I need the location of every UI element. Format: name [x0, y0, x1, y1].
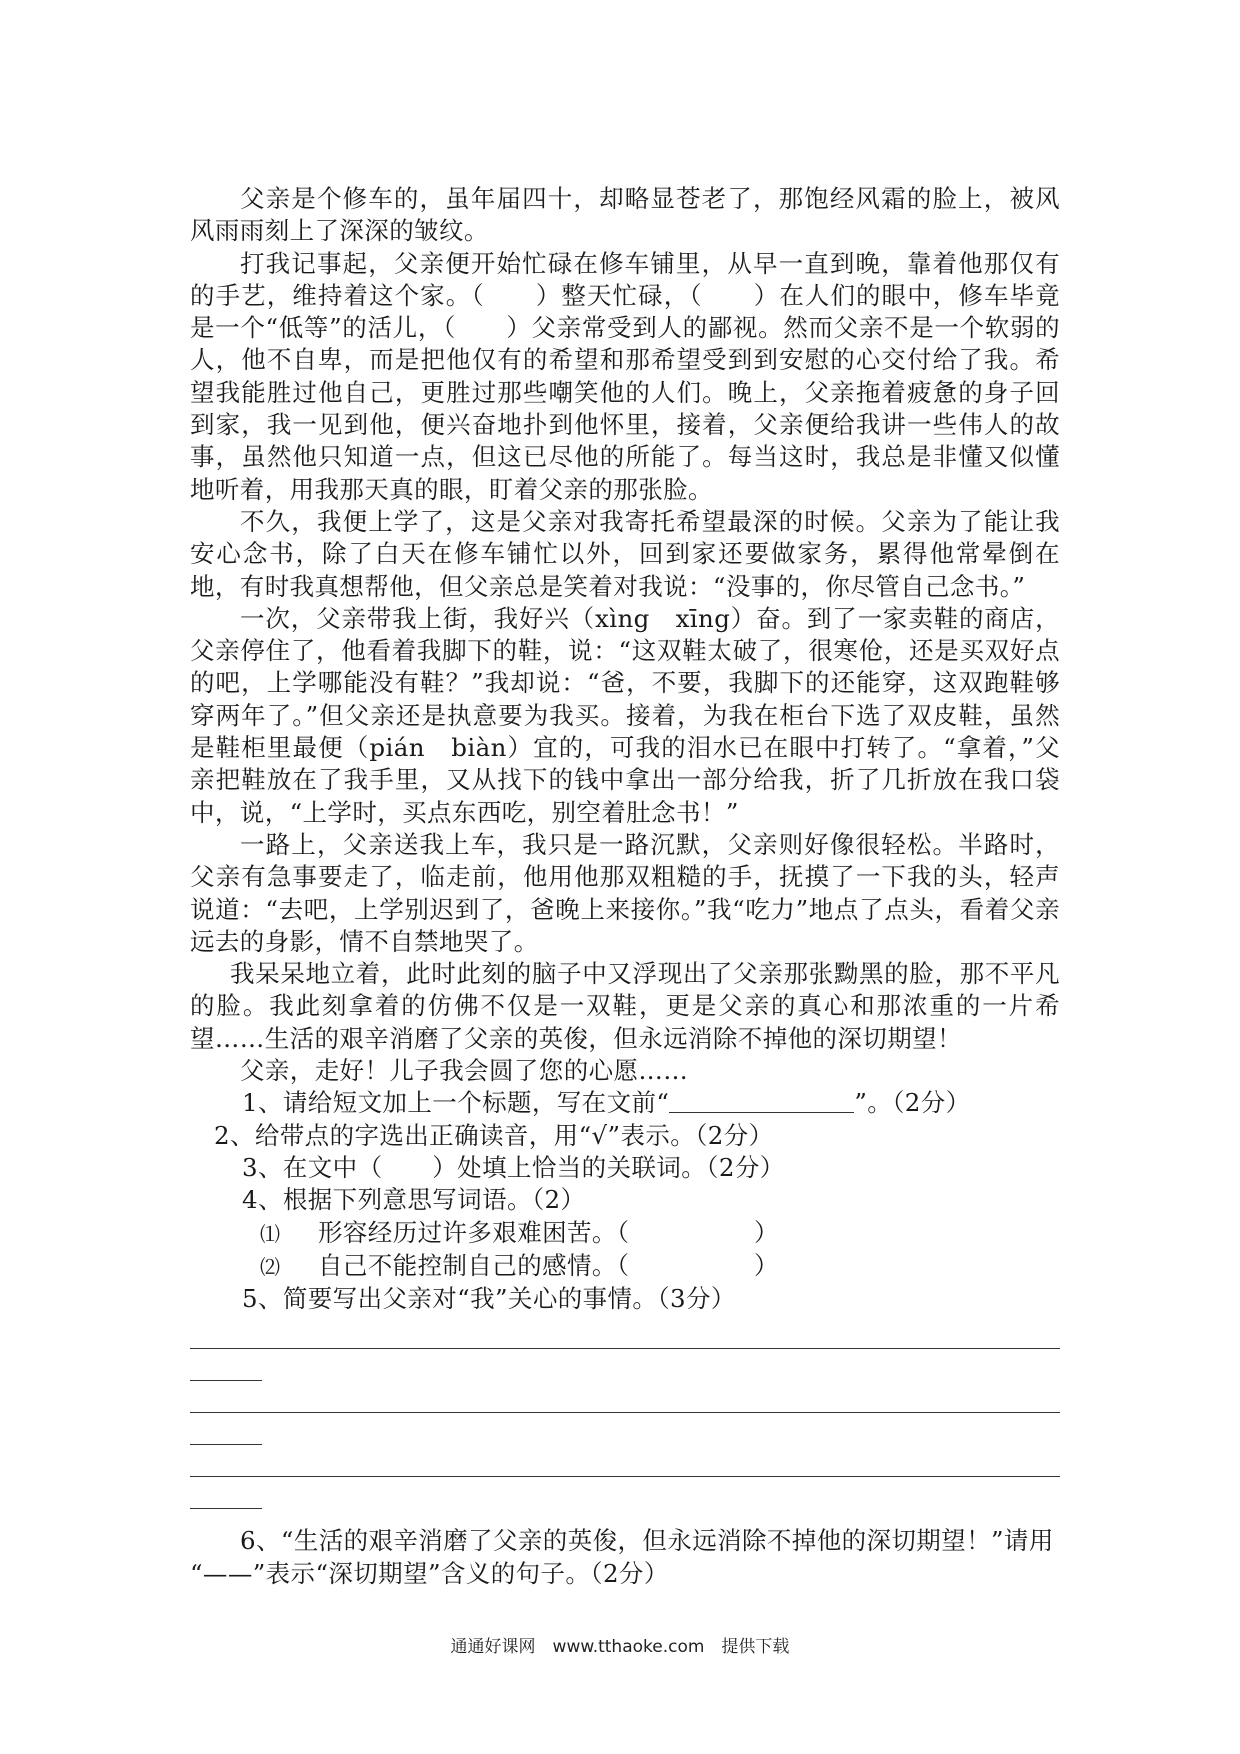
question-5: 5、简要写出父亲对“我”关心的事情。（3分）	[242, 1284, 736, 1314]
question-4-item-1	[190, 1217, 1060, 1250]
question-2: 2、给带点的字选出正确读音，用“√”表示。（2分）	[214, 1120, 774, 1150]
answer-line[interactable]	[190, 1327, 1060, 1359]
item-number: ⑴	[260, 1221, 281, 1246]
question-6-cont: “——”表示“深切期望”含义的句子。（2分）	[190, 1558, 669, 1588]
passage-content	[190, 183, 1060, 1590]
paragraph-2: 打我记事起，父亲便开始忙碌在修车铺里，从早一直到晚，靠着他那仅有的手艺，维持着这个家。（ ）整天忙碌，（ ）在人们的眼中，修车毕竟是一个“低等”的活儿，（ ）父亲常受到人的鄙视。然而父亲不是一个软弱的人，他不自卑，而是把他仅有的希望和那希望受到到安慰的心交付给了我。希望我能胜过他自己，更胜过那些嘲笑他的人们。晚上，父亲拖着疲惫的身子回到家，我一见到他，便兴奋地扑到他怀里，接着，父亲便给我讲一些伟人的故事，虽然他只知道一点，但这已尽他的所能了。每当这时，我总是非懂又似懂地听着，用我那天真的眼，盯着父亲的那张脸。	[190, 248, 1060, 504]
item-text: 形容经历过许多艰难困苦。（ ）	[318, 1217, 779, 1247]
answer-line-tail[interactable]	[190, 1359, 1060, 1391]
footer-credit: 通通好课网 www.tthaoke.com 提供下载	[450, 1637, 790, 1657]
answer-line-tail[interactable]	[190, 1487, 1060, 1519]
question-1-text: 1、请给短文加上一个标题，写在文前“	[242, 1088, 670, 1118]
question-1	[190, 1087, 1060, 1119]
question-4-item-2	[190, 1250, 1060, 1283]
question-3: 3、在文中（ ）处填上恰当的关联词。（2分）	[242, 1152, 785, 1182]
title-answer-blank[interactable]	[669, 1090, 854, 1113]
question-6: 6、“生活的艰辛消磨了父亲的英俊，但永远消除不掉他的深切期望！”请用	[240, 1526, 1054, 1556]
item-text: 自己不能控制自己的感情。（ ）	[318, 1250, 779, 1280]
paragraph-1: 父亲是个修车的，虽年届四十，却略显苍老了，那饱经风霜的脸上，被风风雨雨刻上了深深的皱纹。	[190, 184, 1060, 246]
paragraph-3: 不久，我便上学了，这是父亲对我寄托希望最深的时候。父亲为了能让我安心念书，除了白天在修车铺忙以外，回到家还要做家务，累得他常晕倒在地，有时我真想帮他，但父亲总是笑着对我说：“没事的，你尽管自己念书。”	[190, 506, 1060, 601]
answer-line[interactable]	[190, 1391, 1060, 1423]
item-number: ⑵	[260, 1254, 281, 1279]
answer-line[interactable]	[190, 1455, 1060, 1487]
paragraph-4: 一次，父亲带我上街，我好兴（xìng xīng）奋。到了一家卖鞋的商店，父亲停住了，他看着我脚下的鞋，说：“这双鞋太破了，很寒伧，还是买双好点的吧，上学哪能没有鞋？”我却说：“爸，不要，我脚下的还能穿，这双跑鞋够穿两年了。”但父亲还是执意要为我买。接着，为我在柜台下选了双皮鞋，虽然是鞋柜里最便（pián biàn）宜的，可我的泪水已在眼中打转了。“拿着，”父亲把鞋放在了我手里，又从找下的钱中拿出一部分给我，折了几折放在我口袋中，说，“上学时，买点东西吃，别空着肚念书！”	[190, 603, 1060, 827]
paragraph-7: 父亲，走好！儿子我会圆了您的心愿……	[240, 1056, 689, 1086]
answer-line-tail[interactable]	[190, 1423, 1060, 1455]
question-1-points: ”。（2分）	[854, 1088, 971, 1118]
paragraph-5: 一路上，父亲送我上车，我只是一路沉默，父亲则好像很轻松。半路时，父亲有急事要走了，临走前，他用他那双粗糙的手，抚摸了一下我的头，轻声说道：“去吧，上学别迟到了，爸晚上来接你。”我“吃力”地点了点头，看着父亲远去的身影，情不自禁地哭了。	[190, 829, 1060, 956]
question-4: 4、根据下列意思写词语。（2）	[242, 1185, 586, 1215]
paragraph-6: 我呆呆地立着，此时此刻的脑子中又浮现出了父亲那张黝黑的脸，那不平凡的脸。我此刻拿着的仿佛不仅是一双鞋，更是父亲的真心和那浓重的一片希望……生活的艰辛消磨了父亲的英俊，但永远消除不掉他的深切期望！	[190, 959, 1060, 1053]
